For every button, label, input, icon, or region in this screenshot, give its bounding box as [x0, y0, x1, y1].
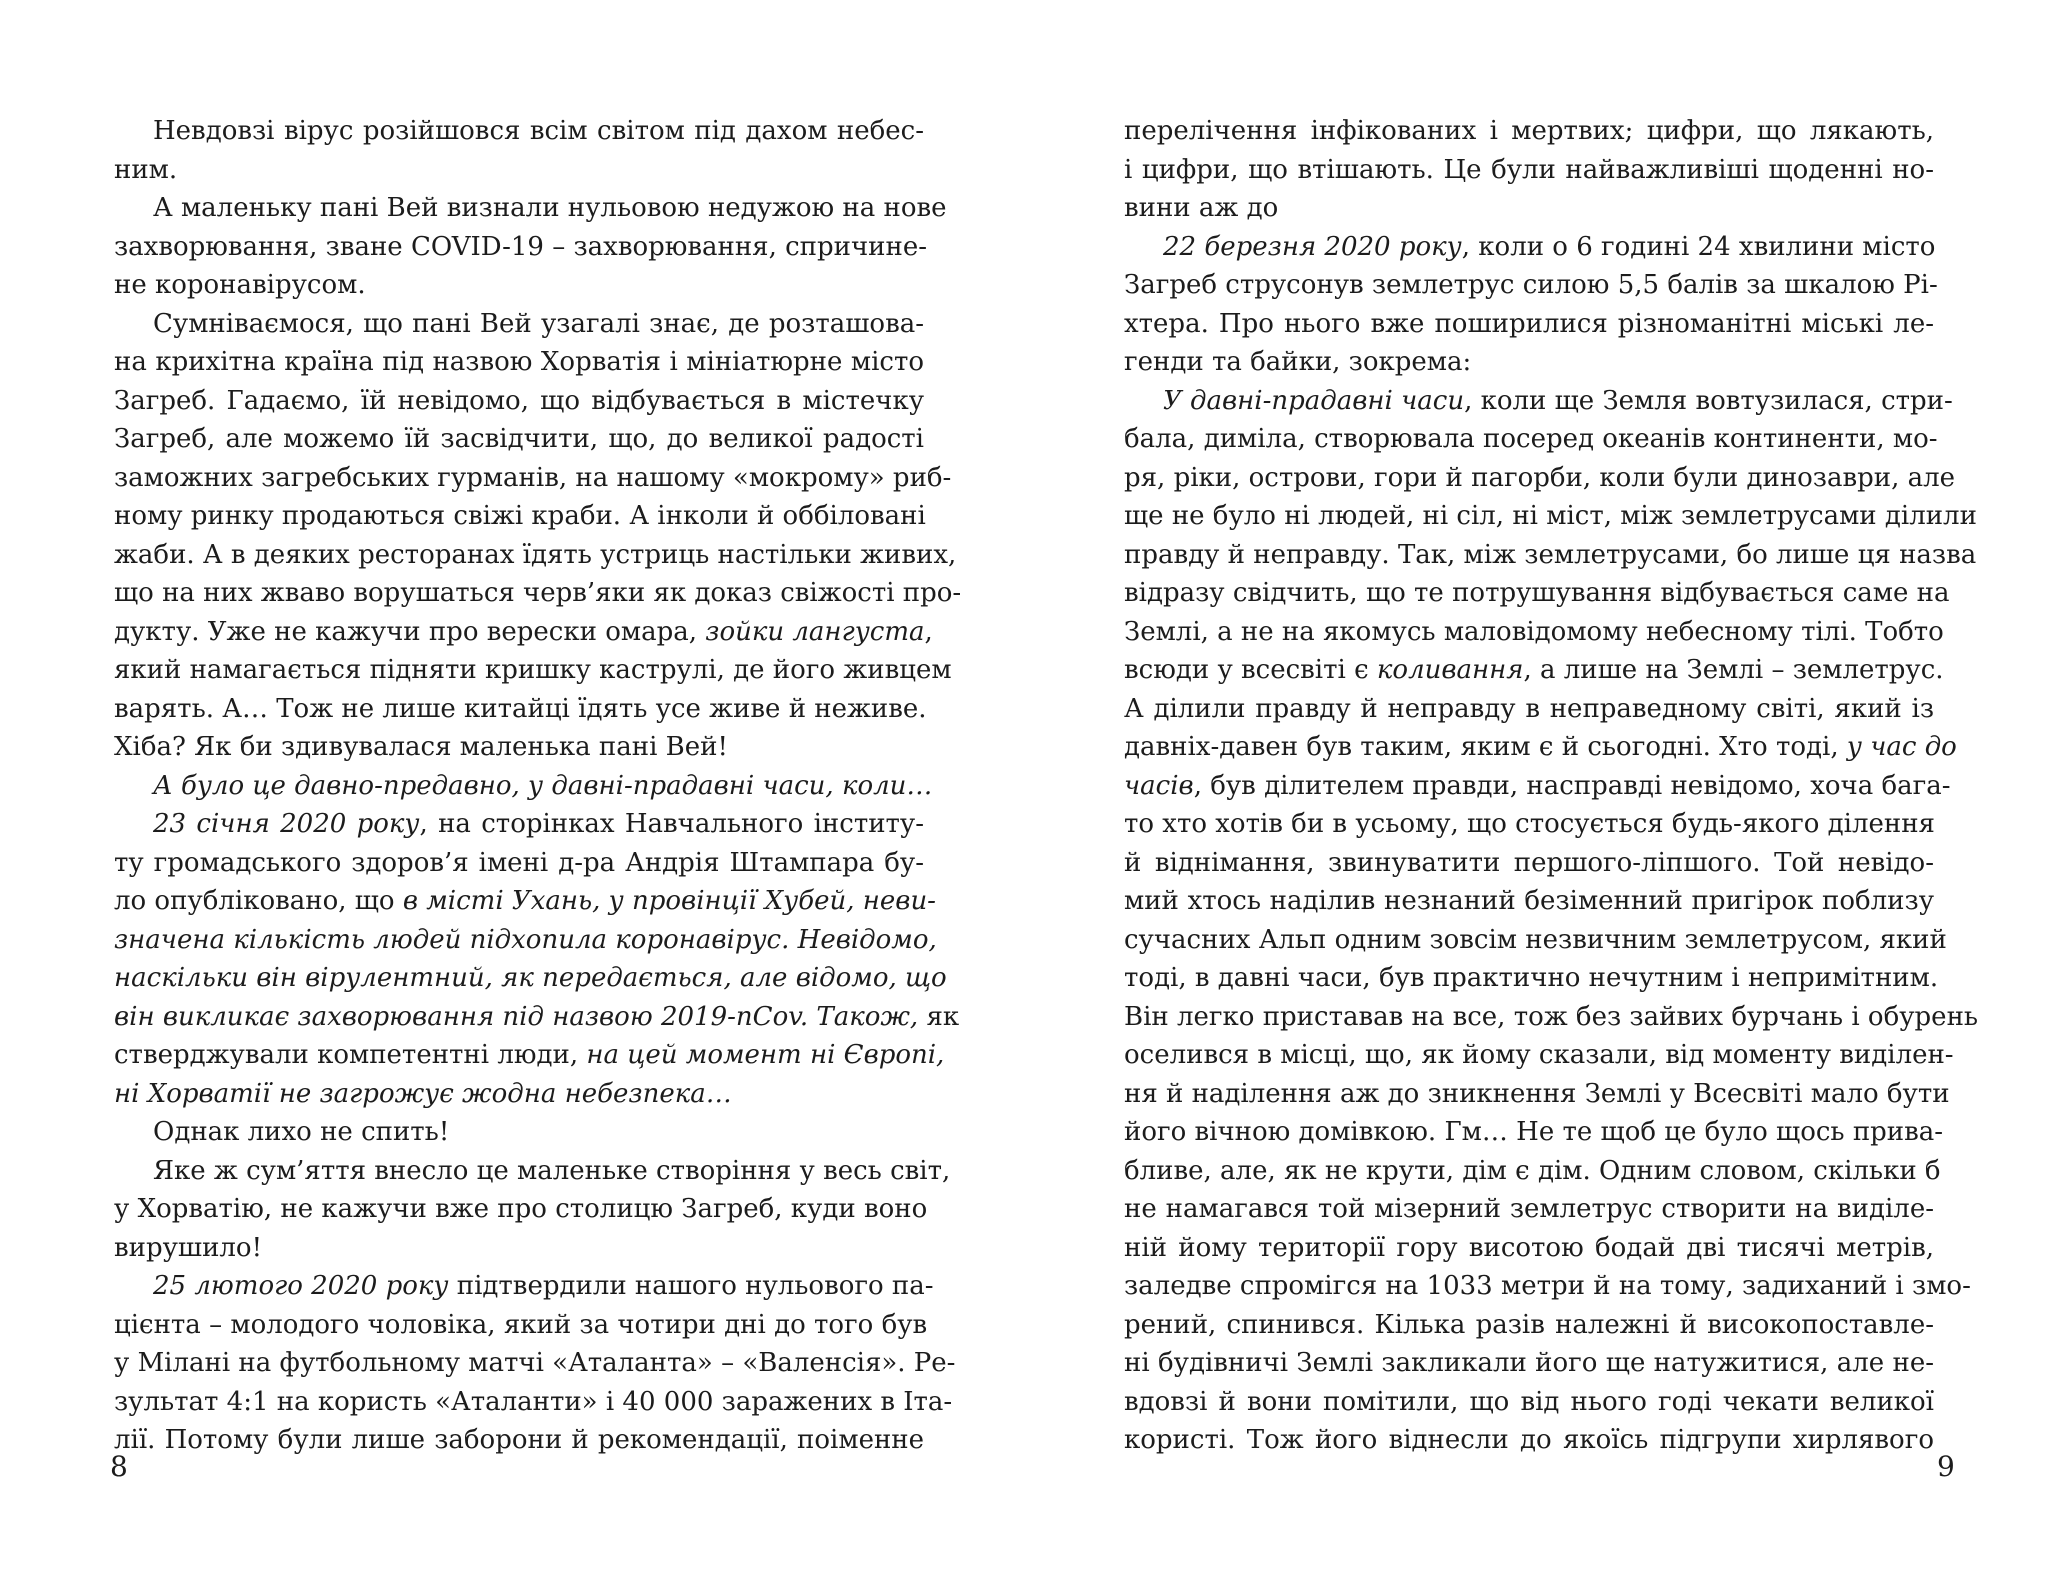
text-line [1124, 767, 1951, 806]
text-segment: , коли ще Земля вовтузилася, стри- [1464, 385, 1953, 416]
italic-text: 23 січня 2020 року [153, 809, 420, 839]
text-line [114, 998, 960, 1037]
text-line [1124, 112, 1934, 151]
italic-text: коливання [1376, 655, 1524, 685]
text-segment: ній йому території гору висотою бодай дві тисячі метрів, [1124, 1232, 1934, 1263]
text-segment: у Мілані на футбольному матчі «Аталанта» – «Валенсія». Ре- [114, 1348, 956, 1378]
text-segment: А ділили правду й неправду в неправедному світі, який із [1124, 693, 1934, 724]
text-line [1124, 1036, 1954, 1075]
text-line [114, 382, 924, 421]
text-line [114, 651, 952, 690]
text-segment: бливе, але, як не крути, дім є дім. Одним словом, скільки б [1124, 1155, 1941, 1186]
italic-text: значена кількість людей підхопила коронавірус. Невідомо, [114, 924, 937, 955]
text-line [1124, 921, 1947, 960]
italic-text: на цей момент ні Європі, [586, 1040, 945, 1070]
text-line [114, 1113, 924, 1152]
text-segment: Загреб, але можемо їй засвідчити, що, до великої радості [114, 424, 924, 454]
text-segment: користі. Тож його віднесли до якоїсь підгрупи хирлявого [1124, 1425, 1934, 1455]
text-line [114, 921, 937, 960]
text-line [114, 1190, 928, 1229]
italic-text: 22 березня 2020 року [1163, 231, 1462, 262]
text-line [114, 151, 924, 190]
text-line [1124, 343, 1934, 382]
text-segment: мий хтось наділив незнаний безіменний пригірок поблизу [1124, 886, 1934, 916]
text-line [114, 613, 933, 652]
italic-text: У давні-прадавні часи [1163, 385, 1465, 416]
text-segment: заможних загребських гурманів, на нашому «мокрому» риб- [114, 462, 952, 493]
text-line [1124, 998, 1979, 1037]
text-segment: ло опубліковано, що [114, 886, 403, 916]
italic-text: 25 лютого 2020 року [153, 1271, 449, 1301]
text-line [1124, 459, 1956, 498]
text-line [114, 574, 962, 613]
text-segment: Загреб. Гадаємо, їй невідомо, що відбувається в містечку [114, 385, 924, 416]
text-segment: рений, спинився. Кілька разів належні й високопоставле- [1124, 1309, 1934, 1340]
text-segment: Хіба? Як би здивувалася маленька пані Вей! [114, 732, 728, 762]
text-segment: давніх-давен був таким, яким є й сьогодні. Хто тоді, [1124, 732, 1847, 762]
text-segment: , коли о 6 годині 24 хвилини місто [1461, 231, 1936, 262]
text-line [1124, 151, 1934, 190]
text-segment: дукту. Уже не кажучи про верески омара, [114, 616, 706, 647]
text-segment: жаби. А в деяких ресторанах їдять устриць настільки живих, [114, 539, 957, 570]
text-line [1124, 805, 1934, 844]
text-line [1124, 536, 1977, 575]
text-segment: варять. А… Тож не лише китайці їдять усе живе й неживе. [114, 693, 927, 724]
text-segment: підтвердили нашого нульового па- [448, 1271, 934, 1301]
text-line [114, 805, 924, 844]
italic-text: ні Хорватії не загрожує жодна небезпека… [114, 1078, 732, 1109]
text-segment: лії. Потому були лише заборони й рекомендації, поіменне [114, 1425, 924, 1455]
text-line [1124, 1267, 1971, 1306]
text-line [1124, 959, 1939, 998]
text-line [114, 1036, 945, 1075]
text-line [114, 767, 933, 806]
text-line [114, 343, 924, 382]
text-segment: вирушило! [114, 1232, 263, 1263]
text-line [114, 844, 924, 883]
text-line [1124, 382, 1953, 421]
text-segment: його вічною домівкою. Гм… Не те щоб це було щось прива- [1124, 1117, 1944, 1147]
text-line [114, 459, 952, 498]
text-line [1124, 1383, 1934, 1422]
italic-text: в місті Ухань, у провінції Хубей, неви- [402, 886, 936, 916]
text-segment: захворювання, зване COVID-19 – захворювання, спричине- [114, 231, 927, 262]
text-segment: Невдовзі вірус розійшовся всім світом під дахом небес- [153, 116, 924, 146]
text-line [1124, 420, 1938, 459]
text-segment: Землі, а не на якомусь маловідомому небесному тілі. Тобто [1124, 616, 1944, 647]
text-segment: перелічення інфікованих і мертвих; цифри, що лякають, [1124, 116, 1934, 146]
italic-text: він викликає захворювання під назвою 2019-nCov. Також, [114, 1001, 919, 1032]
text-segment: ще не було ні людей, ні сіл, ні міст, між землетрусами ділили [1124, 501, 1977, 531]
text-line [1124, 574, 1950, 613]
text-segment: заледве спромігся на 1033 метри й на тому, задиханий і змо- [1124, 1271, 1971, 1301]
text-line [1124, 189, 1934, 228]
text-line [1124, 305, 1934, 344]
text-segment: не коронавірусом. [114, 270, 366, 300]
text-line [1124, 690, 1934, 729]
right-page [1024, 0, 2048, 1575]
right-page-text [1124, 112, 1979, 1460]
text-segment: Сумніваємося, що пані Вей узагалі знає, де розташова- [153, 308, 924, 339]
text-segment: , був ділителем правди, насправді невідомо, хоча бага- [1193, 770, 1951, 801]
text-segment: Однак лихо не спить! [153, 1117, 450, 1147]
text-line [114, 228, 927, 267]
text-line [1124, 1344, 1934, 1383]
text-segment: вини аж до [1124, 193, 1279, 223]
text-segment: який намагається підняти кришку каструлі, де його живцем [114, 655, 952, 685]
text-segment: вдовзі й вони помітили, що від нього годі чекати великої [1124, 1386, 1934, 1417]
text-segment: Яке ж сум’яття внесло це маленьке створіння у весь світ, [153, 1155, 951, 1186]
text-line [114, 690, 927, 729]
italic-text: наскільки він вірулентний, як передається, але відомо, що [114, 963, 947, 993]
text-line [1124, 728, 1957, 767]
text-segment: то хто хотів би в усьому, що стосується будь-якого ділення [1124, 809, 1935, 839]
text-segment: тоді, в давні часи, був практично нечутним і непримітним. [1124, 963, 1939, 993]
left-page-number: 8 [110, 1450, 128, 1483]
text-line [114, 1075, 924, 1114]
text-segment: і цифри, що втішають. Це були найважливіші щоденні но- [1124, 154, 1934, 185]
text-segment: у Хорватію, не кажучи вже про столицю Загреб, куди воно [114, 1194, 928, 1224]
text-line [114, 1152, 951, 1191]
text-line [114, 497, 924, 536]
text-segment: , на сторінках Навчального інститу- [419, 809, 925, 839]
text-line [114, 728, 924, 767]
text-line [114, 266, 924, 305]
text-line [1124, 1152, 1941, 1191]
text-line [1124, 1113, 1944, 1152]
text-segment: на крихітна країна під назвою Хорватія і мініатюрне місто [114, 347, 924, 377]
right-page-number: 9 [1937, 1450, 1955, 1483]
text-segment: Загреб струсонув землетрус силою 5,5 балів за шкалою Рі- [1124, 270, 1938, 300]
text-segment: й віднімання, звинуватити першого-ліпшого. Той невідо- [1124, 847, 1934, 878]
italic-text: зойки лангуста [705, 616, 925, 647]
text-segment: ному ринку продаються свіжі краби. А інколи й оббіловані [114, 501, 926, 531]
text-line [1124, 1306, 1934, 1345]
text-line [114, 1267, 934, 1306]
text-line [1124, 1075, 1950, 1114]
text-line [114, 882, 936, 921]
text-segment: стверджували компетентні люди, [114, 1040, 587, 1070]
text-line [1124, 497, 1977, 536]
text-line [114, 1229, 924, 1268]
text-segment: ним. [114, 154, 178, 185]
text-segment: ря, ріки, острови, гори й пагорби, коли були динозаври, але [1124, 462, 1956, 493]
text-segment: не намагався той мізерний землетрус створити на виділе- [1124, 1194, 1934, 1224]
text-segment: генди та байки, зокрема: [1124, 347, 1472, 377]
text-line [114, 1306, 928, 1345]
text-segment: правду й неправду. Так, між землетрусами, бо лише ця назва [1124, 539, 1977, 570]
text-line [114, 189, 947, 228]
text-segment: як [918, 1001, 960, 1032]
text-line [1124, 613, 1944, 652]
text-line [1124, 1229, 1934, 1268]
text-line [114, 420, 924, 459]
text-segment: всюди у всесвіті є [1124, 655, 1377, 685]
text-line [1124, 651, 1944, 690]
italic-text: А було це давно-предавно, у давні-прадавні часи, коли… [153, 770, 933, 801]
text-segment: сучасних Альп одним зовсім незвичним землетрусом, який [1124, 924, 1947, 955]
text-line [1124, 1421, 1934, 1460]
text-line [1124, 266, 1938, 305]
text-line [1124, 228, 1934, 267]
text-segment: А маленьку пані Вей визнали нульовою недужою на нове [153, 193, 947, 223]
text-segment: зультат 4:1 на користь «Аталанти» і 40 000 заражених в Іта- [114, 1386, 953, 1417]
text-segment: бала, диміла, створювала посеред океанів континенти, мо- [1124, 424, 1938, 454]
text-segment: відразу свідчить, що те потрушування відбувається саме на [1124, 578, 1950, 608]
text-line [1124, 882, 1934, 921]
text-segment: , [924, 616, 933, 647]
text-line [114, 1421, 924, 1460]
text-segment: хтера. Про нього вже поширилися різноманітні міські ле- [1124, 308, 1934, 339]
text-segment: , а лише на Землі – землетрус. [1523, 655, 1944, 685]
text-line [114, 1344, 956, 1383]
text-segment: ні будівничі Землі закликали його ще натужитися, але не- [1124, 1348, 1934, 1378]
text-segment: цієнта – молодого чоловіка, який за чотири дні до того був [114, 1309, 928, 1340]
text-segment: що на них жваво ворушаться черв’яки як доказ свіжості про- [114, 578, 962, 608]
text-line [114, 1383, 953, 1422]
left-page-text [114, 112, 962, 1460]
text-line [114, 305, 924, 344]
text-segment: ту громадського здоров’я імені д-ра Андрія Штампара бу- [114, 847, 924, 878]
text-line [114, 959, 947, 998]
italic-text: у час до [1846, 732, 1957, 762]
text-segment: ня й наділення аж до зникнення Землі у Всесвіті мало бути [1124, 1078, 1950, 1109]
text-line [1124, 1190, 1934, 1229]
italic-text: часів [1124, 770, 1194, 801]
text-segment: оселився в місці, що, як йому сказали, від моменту виділен- [1124, 1040, 1954, 1070]
text-line [1124, 844, 1934, 883]
text-line [114, 112, 924, 151]
text-segment: Він легко приставав на все, тож без зайвих бурчань і обурень [1124, 1001, 1979, 1032]
text-line [114, 536, 957, 575]
